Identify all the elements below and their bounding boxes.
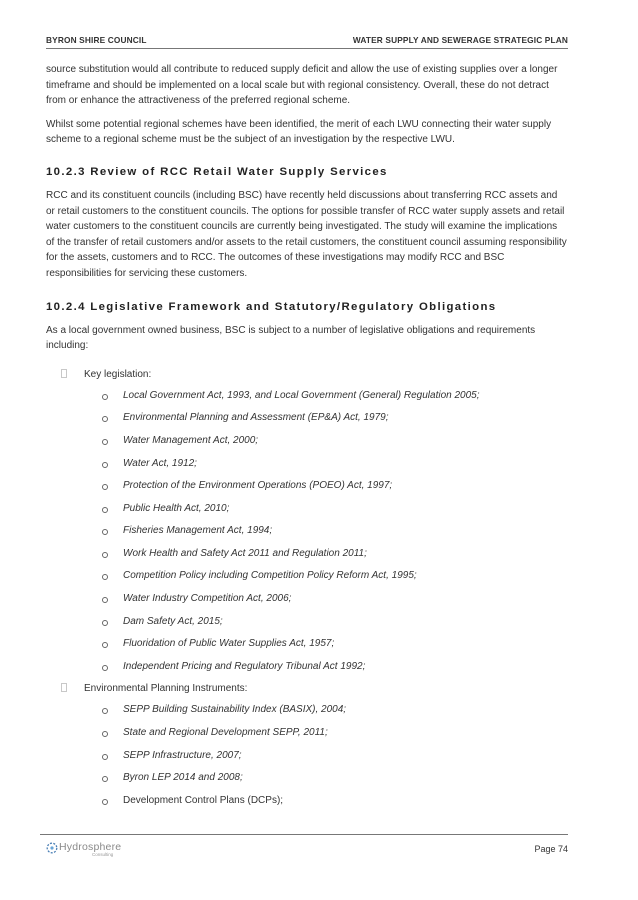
list-item: Local Government Act, 1993, and Local Government (General) Regulation 2005; bbox=[46, 385, 568, 408]
paragraph: source substitution would all contribute to reduced supply deficit and allow the use of existing supplies over a longer timeframe and should be implemented on a local scale but with regional consistency. Overall, these do not detract from or enhance the attractiveness of the preferred regional scheme. bbox=[46, 64, 558, 107]
list-item: Byron LEP 2014 and 2008; bbox=[46, 767, 568, 790]
list-item: Independent Pricing and Regulatory Tribunal Act 1992; bbox=[46, 656, 568, 679]
circle-bullet-icon bbox=[102, 416, 108, 422]
circle-bullet-icon bbox=[102, 754, 108, 760]
list-item: Fisheries Management Act, 1994; bbox=[46, 520, 568, 543]
list-item: Water Industry Competition Act, 2006; bbox=[46, 588, 568, 611]
header-divider bbox=[46, 48, 568, 49]
circle-bullet-icon bbox=[102, 529, 108, 535]
list-category-key-legislation: Key legislation: bbox=[46, 364, 568, 385]
planning-instruments-list bbox=[46, 699, 568, 812]
list-item: SEPP Infrastructure, 2007; bbox=[46, 745, 568, 768]
section-heading-10-2-4: 10.2.4 Legislative Framework and Statutory/Regulatory Obligations bbox=[46, 300, 497, 313]
list-item: Work Health and Safety Act 2011 and Regulation 2011; bbox=[46, 543, 568, 566]
circle-bullet-icon bbox=[102, 708, 108, 714]
circle-bullet-icon bbox=[102, 439, 108, 445]
square-bullet-icon bbox=[61, 683, 67, 692]
page-body bbox=[46, 62, 568, 812]
circle-bullet-icon bbox=[102, 394, 108, 400]
footer-divider bbox=[40, 834, 568, 835]
circle-bullet-icon bbox=[102, 597, 108, 603]
circle-bullet-icon bbox=[102, 665, 108, 671]
list-item: Competition Policy including Competition Policy Reform Act, 1995; bbox=[46, 565, 568, 588]
circle-bullet-icon bbox=[102, 642, 108, 648]
list-item: Fluoridation of Public Water Supplies Act, 1957; bbox=[46, 633, 568, 656]
sphere-logo-icon bbox=[46, 842, 58, 854]
page-number: Page 74 bbox=[534, 844, 568, 854]
circle-bullet-icon bbox=[102, 620, 108, 626]
list-item: Development Control Plans (DCPs); bbox=[46, 790, 568, 813]
list-item: Protection of the Environment Operations (POEO) Act, 1997; bbox=[46, 475, 568, 498]
key-legislation-list bbox=[46, 385, 568, 679]
circle-bullet-icon bbox=[102, 776, 108, 782]
header-organization: BYRON SHIRE COUNCIL bbox=[46, 35, 147, 45]
logo-wordmark: Hydrosphere bbox=[59, 841, 122, 853]
square-bullet-icon bbox=[61, 369, 67, 378]
list-item: Environmental Planning and Assessment (EP&A) Act, 1979; bbox=[46, 407, 568, 430]
running-header bbox=[46, 35, 568, 47]
circle-bullet-icon bbox=[102, 507, 108, 513]
paragraph: As a local government owned business, BSC is subject to a number of legislative obligations and requirements including: bbox=[46, 324, 536, 352]
paragraph: Whilst some potential regional schemes have been identified, the merit of each LWU connecting their water supply scheme to a regional scheme must be the subject of an investigation by the respective LWU. bbox=[46, 118, 552, 146]
list-item: Water Management Act, 2000; bbox=[46, 430, 568, 453]
list-item: Water Act, 1912; bbox=[46, 453, 568, 476]
section-heading-10-2-3: 10.2.3 Review of RCC Retail Water Supply Services bbox=[46, 165, 388, 178]
list-item: State and Regional Development SEPP, 2011; bbox=[46, 722, 568, 745]
header-document-title: WATER SUPPLY AND SEWERAGE STRATEGIC PLAN bbox=[352, 35, 568, 45]
list-item: Public Health Act, 2010; bbox=[46, 498, 568, 521]
circle-bullet-icon bbox=[102, 731, 108, 737]
circle-bullet-icon bbox=[102, 799, 108, 805]
circle-bullet-icon bbox=[102, 462, 108, 468]
circle-bullet-icon bbox=[102, 574, 108, 580]
list-category-planning-instruments: Environmental Planning Instruments: bbox=[46, 678, 568, 699]
logo-tagline: Consulting bbox=[92, 852, 114, 857]
circle-bullet-icon bbox=[102, 552, 108, 558]
list-item: SEPP Building Sustainability Index (BASIX), 2004; bbox=[46, 699, 568, 722]
circle-bullet-icon bbox=[102, 484, 108, 490]
list-item: Dam Safety Act, 2015; bbox=[46, 611, 568, 634]
paragraph: RCC and its constituent councils (including BSC) have recently held discussions about transferring RCC assets and or retail customers to the constituent councils. The options for possible transfer of RCC water supply assets and retail water customers to the constituent councils are currently being investigated. The study will examine the implications of the transfer of retail customers and/or assets to the retail customers, the constituent council assuming responsibility for the assets, customers and to RCC. The outcomes of these investigations may modify RCC and BSC responsibilities for servicing these customers. bbox=[46, 189, 567, 279]
